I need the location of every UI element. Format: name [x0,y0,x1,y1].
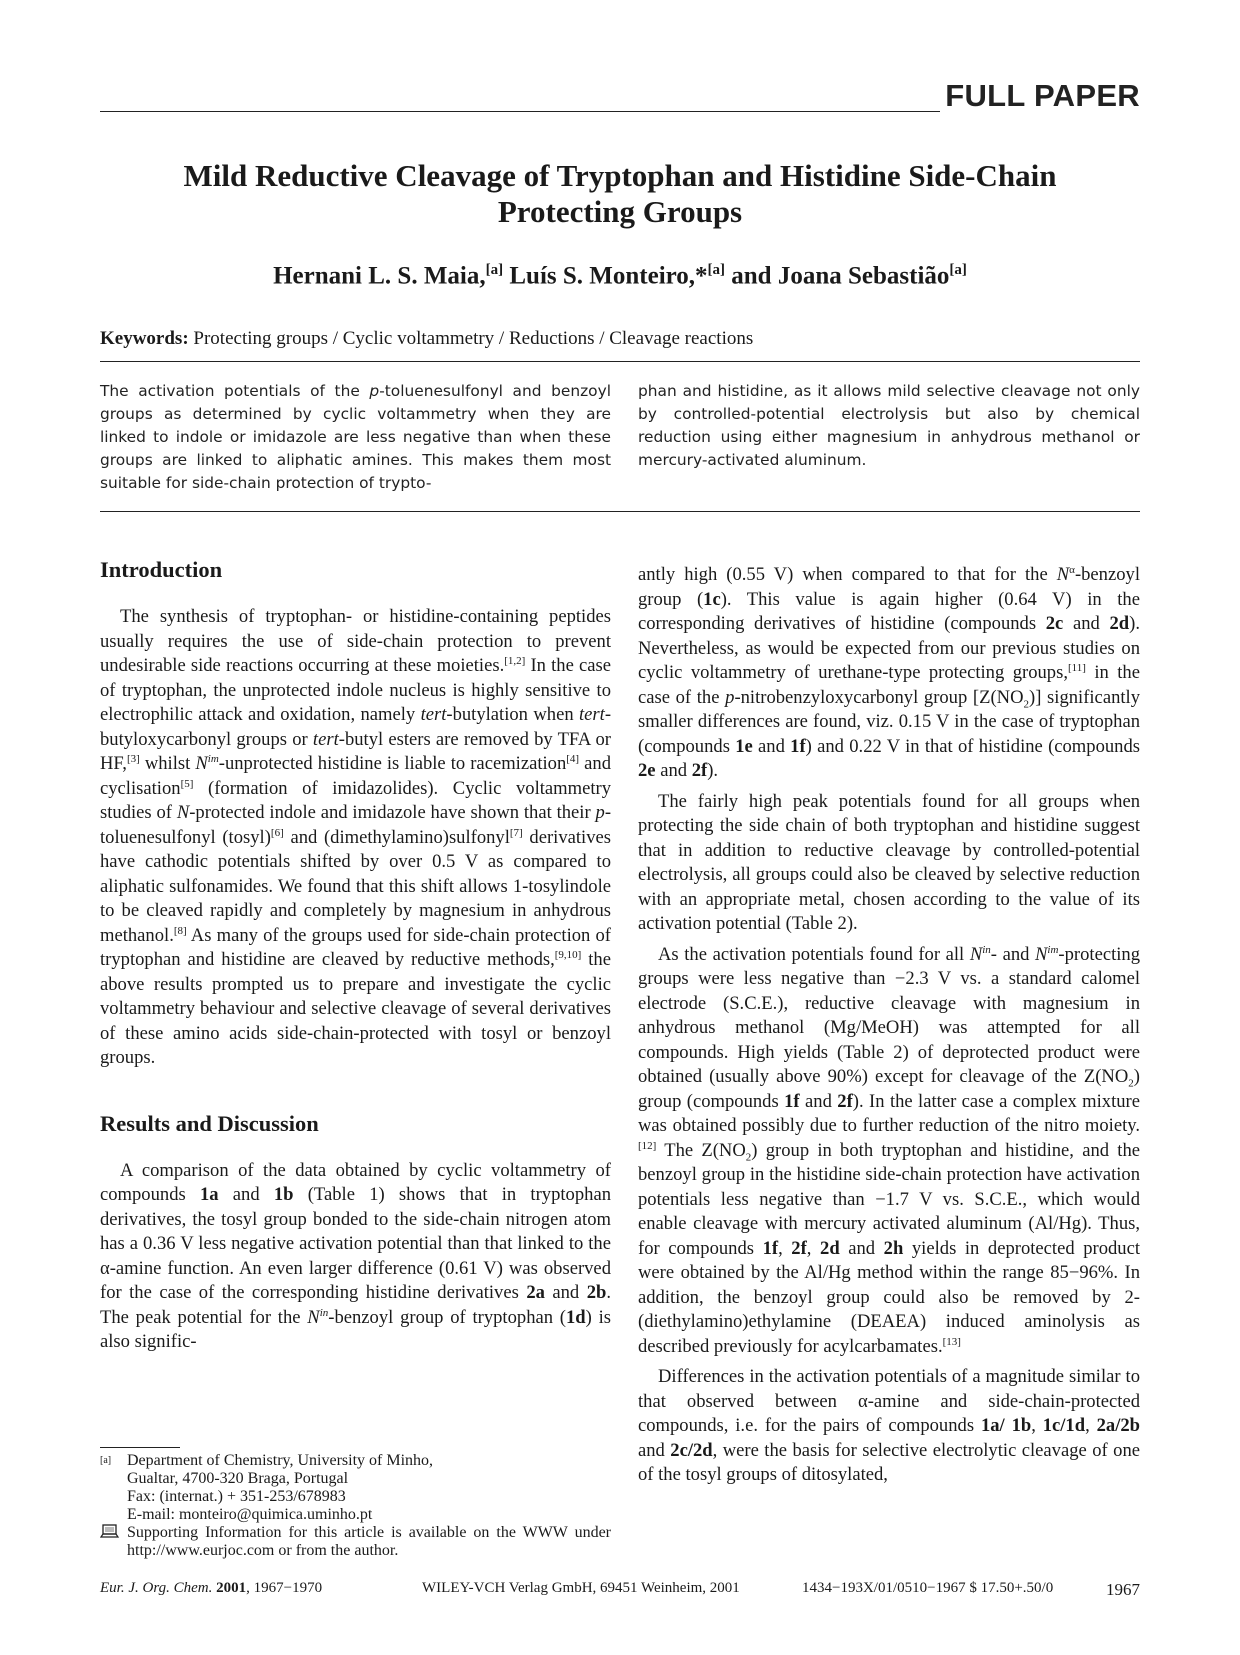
affiliation-mark: [a] [485,262,504,278]
citation: [11] [1067,661,1086,674]
abstract-italic: p [369,382,380,400]
body-paragraph: The fairly high peak potentials found for all groups when protecting the side chain of both tryptophan and histidine suggest that in addition to reductive cleavage by controlled-potential electrolysis, all groups could also be cleaved by selective reduction with an appropriate metal, chosen according to the value of its activation potential (Table 2). [638,790,1140,934]
footnote-rule [100,1447,180,1448]
abstract-text: The activation potentials of the [100,382,370,400]
affiliation-mark: [a] [949,262,967,278]
footer-citation: Eur. J. Org. Chem. 2001, 1967−1970 [100,1580,323,1596]
citation: [3] [126,752,140,765]
keywords-text: Protecting groups / Cyclic voltammetry / Reductions / Cleavage reactions [193,328,754,349]
compound-ref: 1a/ 1b [980,1415,1032,1436]
footnote-line: Gualtar, 4700-320 Braga, Portugal [127,1470,349,1487]
citation: [9,10] [554,948,582,961]
abstract-left [100,380,611,495]
compound-ref: 1c/1d [1042,1415,1086,1436]
keywords [100,328,1140,350]
citation: [1,2] [504,654,526,667]
author-name: Luís S. Monteiro,* [509,262,708,290]
citation: [8] [173,924,187,937]
compound-ref: 2b [586,1282,607,1303]
compound-ref: 1f [790,735,806,757]
abstract-text: -toluenesulfonyl and benzoyl groups as determined by cyclic voltammetry when they are linked to indole or imidazole are less negative than when these groups are linked to aliphatic amines. This makes them most suitable for side-chain protection of trypto- [100,382,611,492]
footnote-email: E-mail: monteiro@quimica.uminho.pt [127,1506,373,1523]
author-name: Hernani L. S. Maia, [273,262,486,290]
header-rule [100,111,940,112]
compound-ref: 2h [883,1237,904,1259]
results-paragraph: A comparison of the data obtained by cyclic voltammetry of compounds 1a and 1b (Table 1) shows that in tryptophan derivatives, the tosyl group bonded to the side-chain nitrogen atom has a 0.36 V less negative activation potential than that linked to the α-amine function. An even larger difference (0.61 V) was observed for the case of the corresponding histidine derivatives 2a and 2b. The peak potential for the $N^{in}$-benzoyl group of tryptophan (1d) is also signific- [100,1159,611,1352]
citation: [12] [638,1139,657,1152]
body-paragraph: Differences in the activation potentials of a magnitude similar to that observed between α-amine and side-chain-protected compounds, i.e. for the pairs of compounds 1a/ 1b, 1c/1d, 2a/2b and 2c/2d, were the basis for selective electrolytic cleavage of one of the tosyl groups of ditosylated, [638,1366,1140,1485]
body-paragraph: As the activation potentials found for all $N^{in}-$ and $N^{im}$-protecting groups were less negative than −2.3 V vs. a standard calomel electrode (S.C.E.), reductive cleavage with magnesium in anhydrous methanol (Mg/MeOH) was attempted for all compounds. High yields (Table 2) of deprotected product were obtained (usually above 90%) except for cleavage of the $Z(NO_2)$ group (compounds 1f and 2f). In the latter case a complex mixture was obtained possibly due to further reduction of the nitro moiety.[12] The $Z(NO_2)$ group in both tryptophan and histidine, and the benzoyl group in the histidine side-chain protection have activation potentials less negative than −1.7 V vs. S.C.E., which would enable cleavage with mercury activated aluminum (Al/Hg). Thus, for compounds 1f, 2f, 2d and 2h yields in deprotected product were obtained by the Al/Hg method within the range 85−96%. In addition, the benzoyl group could also be removed by 2-(diethylamino)ethylamine (DEAEA) induced aminolysis as described previously for acylcarbamates.[13] [638,943,1141,1357]
paper-title [100,158,1140,230]
citation: [5] [180,777,194,790]
compound-ref: 2e [638,760,656,781]
compound-ref: 2f [837,1090,853,1112]
footnote-line: Department of Chemistry, University of Minho, [127,1452,434,1469]
abstract-rule-bottom [100,511,1140,512]
footnote-line: Fax: (internat.) + 351-253/678983 [127,1488,346,1505]
author-name: Joana Sebastião [777,262,950,290]
computer-icon [100,1524,127,1560]
citation: [7] [509,826,523,839]
compound-ref: 1e [735,735,753,757]
title-line-1: Mild Reductive Cleavage of Tryptophan and Histidine Side-Chain [183,158,1057,193]
compound-ref: 2f [791,1237,807,1259]
affiliation-footnote [100,1452,611,1560]
compound-ref: 1d [566,1306,586,1328]
compound-ref: 1f [784,1090,800,1112]
compound-ref: 2a [526,1282,545,1303]
compound-ref: 1a [199,1184,219,1205]
supporting-info: Supporting Information for this article is available on the WWW under http://www.eurjoc.com or from the author. [127,1524,611,1559]
compound-ref: 2c/2d [670,1439,713,1461]
title-line-2: Protecting Groups [497,194,743,229]
author-list [100,262,1140,290]
compound-ref: 2d [820,1237,840,1259]
compound-ref: 2a/2b [1096,1415,1140,1436]
abstract-rule-top [100,361,1140,362]
keywords-label: Keywords: [100,328,189,349]
body-column-left [100,555,611,1355]
citation: [6] [270,826,284,839]
footer-issn: 1434−193X/01/0510−1967 $ 17.50+.50/0 [802,1580,1054,1596]
intro-paragraph: The synthesis of tryptophan- or histidine-containing peptides usually requires the use of side-chain protection to prevent undesirable side reactions occurring at these moieties.[1,2] In the case of tryptophan, the unprotected indole nucleus is highly sensitive to electrophilic attack and oxidation, namely tert-butylation when tert-butyloxycarbonyl groups or tert-butyl esters are removed by TFA or HF,[3] whilst $N^{im}$-unprotected histidine is liable to racemization[4] and cyclisation[5] (formation of imidazolides). Cyclic voltammetry studies of N-protected indole and imidazole have shown that their p-toluenesulfonyl (tosyl)[6] and (dimethylamino)sulfonyl[7] derivatives have cathodic potentials shifted by over 0.5 V as compared to aliphatic sulfonamides. We found that this shift allows 1-tosylindole to be cleaved rapidly and completely by magnesium in anhydrous methanol.[8] As many of the groups used for side-chain protection of tryptophan and histidine are cleaved by reductive methods,[9,10] the above results prompted us to prepare and investigate the cyclic voltammetry behaviour and selective cleavage of several derivatives of these amino acids side-chain-protected with tosyl or benzoyl groups. [100,606,612,1068]
compound-ref: 1b [273,1184,294,1205]
affiliation-mark: [a] [707,262,726,278]
citation: [13] [942,1335,961,1348]
compound-ref: 2d [1109,613,1130,634]
body-paragraph: antly high (0.55 V) when compared to that for the $N^\alpha$-benzoyl group (1c). This value is again higher (0.64 V) in the corresponding derivatives of histidine (compounds 2c and 2d). Nevertheless, as would be expected from our previous studies on cyclic voltammetry of urethane-type protecting groups,[11] in the case of the p-nitrobenzyloxycarbonyl group $[Z(NO_2)]$ significantly smaller differences are found, viz. 0.15 V in the case of tryptophan (compounds 1e and 1f) and 0.22 V in that of histidine (compounds 2e and 2f). [638,563,1140,781]
page-footer [100,1580,1140,1602]
compound-ref: 1c [703,588,721,610]
footnote-marker: [a] [100,1455,112,1466]
page-number: 1967 [1106,1580,1140,1599]
section-heading-results: Results and Discussion [100,1110,319,1136]
section-label: FULL PAPER [945,78,1140,113]
compound-ref: 2f [691,760,708,781]
body-column-right [638,563,1140,1488]
section-heading-introduction: Introduction [100,557,223,582]
author-join: and [731,262,772,290]
compound-ref: 2c [1045,613,1064,634]
citation: [4] [566,752,580,765]
footer-publisher: WILEY-VCH Verlag GmbH, 69451 Weinheim, 2001 [422,1580,740,1596]
compound-ref: 1f [762,1237,779,1259]
abstract-right: phan and histidine, as it allows mild selective cleavage not only by controlled-potential electrolysis but also by chemical reduction using either magnesium in anhydrous methanol or mercury-activated aluminum. [638,382,1140,469]
